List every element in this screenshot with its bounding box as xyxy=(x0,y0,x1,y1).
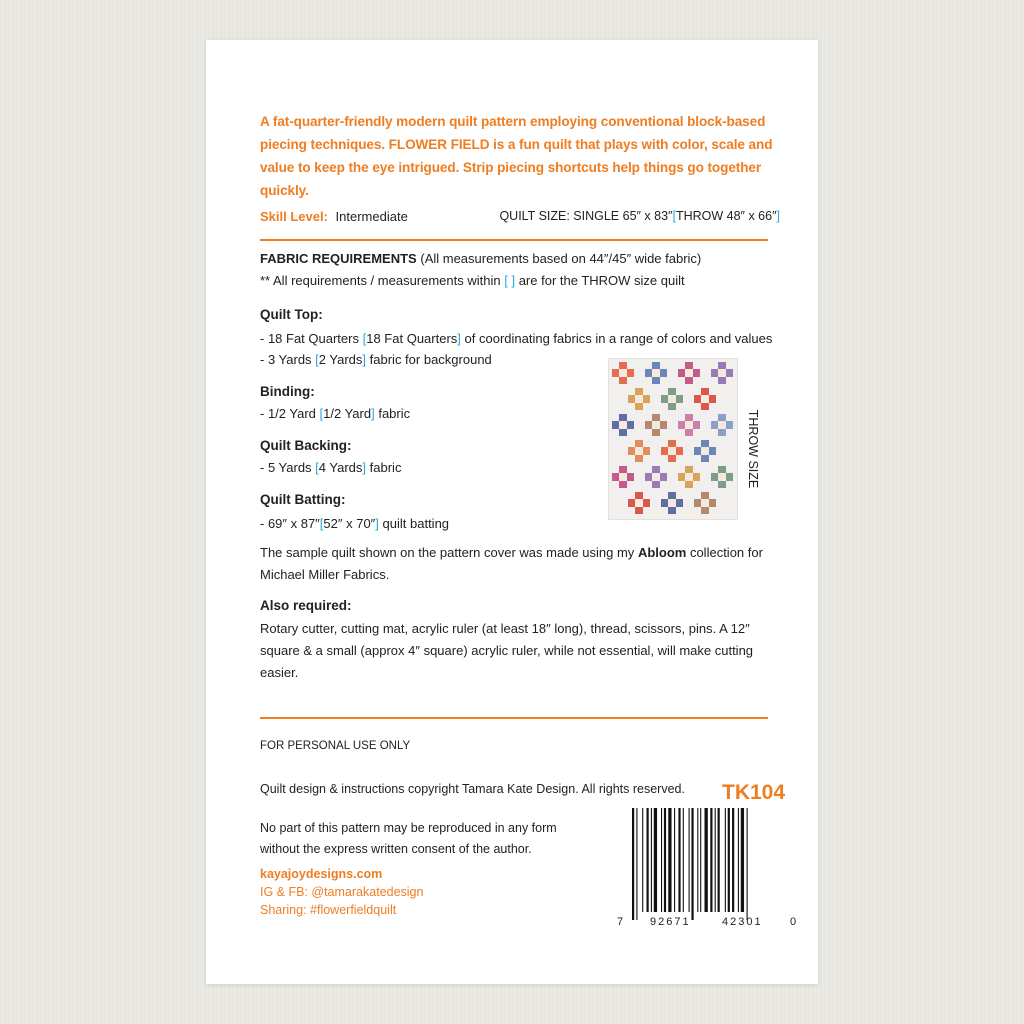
fabric-note: (All measurements based on 44″/45″ wide fabric) xyxy=(420,251,702,266)
barcode-bar xyxy=(651,808,652,912)
quilt-patch xyxy=(661,395,669,403)
barcode-bar xyxy=(654,808,657,912)
barcode-bar xyxy=(642,808,643,912)
quilt-patch xyxy=(661,499,669,507)
copyright-line: Quilt design & instructions copyright Tamara Kate Design. All rights reserved. xyxy=(260,782,685,796)
quilt-patch xyxy=(701,454,709,462)
quilt-patch xyxy=(652,480,660,488)
quilt-patch xyxy=(685,362,693,370)
intro-paragraph: A fat-quarter-friendly modern quilt pattern employing conventional block-based piecing techniques. FLOWER FIELD is a fun quilt that plays with color, scale and value to keep the eye intrigued. Strip piecing shortcuts help things go together quickly. xyxy=(260,114,773,198)
quilt-patch xyxy=(668,499,676,507)
barcode-bar xyxy=(710,808,712,912)
quilt-patch xyxy=(711,421,719,429)
barcode-bar xyxy=(697,808,698,912)
barcode-bar xyxy=(718,808,720,912)
quilt-patch xyxy=(652,369,660,377)
quilt-patch xyxy=(692,421,700,429)
social-handle: IG & FB: @tamarakatedesign xyxy=(260,885,424,899)
also-required-line: Rotary cutter, cutting mat, acrylic ruler (at least 18″ long), thread, scissors, pins. A 12″ xyxy=(260,621,750,636)
quilt-patch xyxy=(635,402,643,410)
quilt-patch xyxy=(668,492,676,500)
backing-text: - 5 Yards xyxy=(260,460,312,475)
quilt-patch xyxy=(685,428,693,436)
throw-size-label: THROW SIZE xyxy=(746,409,760,489)
quilt-patch xyxy=(619,473,627,481)
quilt-patch xyxy=(701,440,709,448)
quilt-patch xyxy=(668,402,676,410)
quilt-patch xyxy=(652,466,660,474)
backing-line xyxy=(260,457,401,479)
barcode-bar xyxy=(715,808,716,912)
quilt-patch xyxy=(711,473,719,481)
skill-level xyxy=(260,209,408,224)
barcode-bar xyxy=(705,808,708,912)
quilt-patch xyxy=(701,506,709,514)
quilt-patch xyxy=(694,447,702,455)
barcode-bar xyxy=(689,808,690,912)
quilt-top-text: of coordinating fabrics in a range of colors and values xyxy=(464,331,773,346)
bracket: ] xyxy=(776,209,780,223)
quilt-top-text: 18 Fat Quarters xyxy=(366,331,458,346)
quilt-patch xyxy=(612,473,620,481)
barcode-bar xyxy=(632,808,634,920)
quilt-patch xyxy=(619,369,627,377)
quilt-patch xyxy=(645,473,653,481)
quilt-image xyxy=(609,359,737,519)
binding-line xyxy=(260,403,410,425)
quilt-patch xyxy=(685,421,693,429)
binding-text: fabric xyxy=(378,406,411,421)
quilt-patch xyxy=(626,369,634,377)
fabric-heading: FABRIC REQUIREMENTS xyxy=(260,251,417,266)
barcode-digits-right: 42301 xyxy=(722,916,763,928)
backing-text: fabric xyxy=(369,460,402,475)
quilt-top-text: fabric for background xyxy=(369,352,492,367)
quilt-top-line-1 xyxy=(260,328,772,350)
quilt-patch xyxy=(645,369,653,377)
barcode-digits-left: 92671 xyxy=(650,916,691,928)
bracket: [ xyxy=(319,516,324,531)
quilt-patch xyxy=(619,376,627,384)
bracket: ] xyxy=(457,331,461,346)
quilt-patch xyxy=(619,421,627,429)
quilt-patch xyxy=(668,388,676,396)
quilt-patch xyxy=(678,369,686,377)
also-required-line: easier. xyxy=(260,665,299,680)
quilt-patch xyxy=(718,362,726,370)
contact-info xyxy=(260,865,423,919)
batting-text: - 69″ x 87″ xyxy=(260,516,320,531)
quilt-patch xyxy=(652,362,660,370)
quilt-patch xyxy=(708,395,716,403)
pattern-code: TK104 xyxy=(722,781,786,804)
barcode-bar xyxy=(668,808,671,912)
quilt-patch xyxy=(652,473,660,481)
quilt-patch xyxy=(635,492,643,500)
quilt-patch xyxy=(725,421,733,429)
quilt-patch xyxy=(659,473,667,481)
quilt-patch xyxy=(628,499,636,507)
barcode-bar xyxy=(700,808,701,912)
quilt-top-text: - 3 Yards xyxy=(260,352,312,367)
throw-note-text: ** All requirements / measurements within xyxy=(260,273,501,288)
quilt-patch xyxy=(635,440,643,448)
quilt-patch xyxy=(635,506,643,514)
batting-text: 52″ x 70″ xyxy=(323,516,376,531)
quilt-patch xyxy=(718,369,726,377)
website-link[interactable]: kayajoydesigns.com xyxy=(260,867,383,881)
quilt-patch xyxy=(652,376,660,384)
quilt-patch xyxy=(675,447,683,455)
quilt-patch xyxy=(708,447,716,455)
barcode-bar xyxy=(738,808,739,912)
barcode-bar xyxy=(747,808,748,920)
quilt-patch xyxy=(652,421,660,429)
batting-text: quilt batting xyxy=(382,516,450,531)
quilt-patch xyxy=(652,428,660,436)
quilt-patch xyxy=(718,421,726,429)
barcode-bar xyxy=(674,808,675,912)
skill-level-label: Skill Level: xyxy=(260,209,328,224)
quilt-patch xyxy=(718,480,726,488)
binding-text: - 1/2 Yard xyxy=(260,406,316,421)
quilt-patch xyxy=(678,421,686,429)
quilt-patch xyxy=(685,376,693,384)
quilt-patch xyxy=(659,421,667,429)
quilt-patch xyxy=(642,447,650,455)
quilt-top-text: 2 Yards xyxy=(318,352,363,367)
quilt-patch xyxy=(668,395,676,403)
quilt-patch xyxy=(685,473,693,481)
also-required-text xyxy=(260,618,790,684)
quilt-size-throw: THROW 48″ x 66″ xyxy=(675,209,777,223)
quilt-patch xyxy=(661,447,669,455)
bracket: ] xyxy=(362,460,367,475)
quilt-patch xyxy=(668,440,676,448)
quilt-patch xyxy=(725,473,733,481)
quilt-patch xyxy=(685,466,693,474)
barcode-digit-first: 7 xyxy=(617,916,624,928)
barcode-bar xyxy=(732,808,734,912)
quilt-top-text: - 18 Fat Quarters xyxy=(260,331,359,346)
quilt-patch xyxy=(725,369,733,377)
quilt-patch xyxy=(718,414,726,422)
quilt-patch xyxy=(619,428,627,436)
quilt-patch xyxy=(628,447,636,455)
bracket: [ xyxy=(315,352,319,367)
quilt-patch xyxy=(708,499,716,507)
backing-text: 4 Yards xyxy=(318,460,363,475)
quilt-patch xyxy=(619,362,627,370)
fabric-requirements xyxy=(260,248,701,270)
quilt-patch xyxy=(652,414,660,422)
quilt-patch xyxy=(685,369,693,377)
quilt-patch xyxy=(678,473,686,481)
quilt-patch xyxy=(692,369,700,377)
barcode-bar xyxy=(741,808,744,912)
barcode-bar xyxy=(636,808,637,920)
sample-text: collection for xyxy=(689,545,763,560)
quilt-size xyxy=(499,209,780,223)
also-required-heading: Also required: xyxy=(260,598,352,613)
legal-notice xyxy=(260,818,557,860)
quilt-patch xyxy=(619,466,627,474)
quilt-patch xyxy=(619,414,627,422)
bracket: [ ] xyxy=(504,273,516,288)
barcode-bar xyxy=(664,808,666,912)
batting-line xyxy=(260,513,449,535)
quilt-top-line-2 xyxy=(260,349,492,371)
skill-level-value: Intermediate xyxy=(335,209,408,224)
quilt-patch xyxy=(642,395,650,403)
quilt-patch xyxy=(701,447,709,455)
quilt-patch xyxy=(612,369,620,377)
throw-note-text: are for the THROW size quilt xyxy=(518,273,685,288)
quilt-patch xyxy=(642,499,650,507)
quilt-patch xyxy=(628,395,636,403)
bracket: [ xyxy=(362,331,367,346)
quilt-patch xyxy=(718,466,726,474)
quilt-patch xyxy=(635,447,643,455)
barcode-bar xyxy=(683,808,684,912)
barcode-bar xyxy=(691,808,693,920)
quilt-patch xyxy=(619,480,627,488)
quilt-patch xyxy=(668,447,676,455)
quilt-patch xyxy=(685,414,693,422)
bracket: [ xyxy=(672,209,676,223)
quilt-patch xyxy=(635,454,643,462)
quilt-patch xyxy=(612,421,620,429)
quilt-patch xyxy=(718,473,726,481)
legal-line: No part of this pattern may be reproduced in any form xyxy=(260,821,557,835)
quilt-patch xyxy=(668,454,676,462)
quilt-size-single: QUILT SIZE: SINGLE 65″ x 83″ xyxy=(499,209,673,223)
quilt-patch xyxy=(701,499,709,507)
sharing-hashtag: Sharing: #flowerfieldquilt xyxy=(260,903,397,917)
quilt-patch xyxy=(692,473,700,481)
quilt-photo xyxy=(608,358,738,520)
section-divider xyxy=(260,239,768,241)
barcode-bar xyxy=(728,808,730,912)
legal-line: without the express written consent of the author. xyxy=(260,842,532,856)
quilt-patch xyxy=(626,473,634,481)
collection-name: Abloom xyxy=(637,545,687,560)
quilt-patch xyxy=(635,395,643,403)
quilt-patch xyxy=(701,395,709,403)
barcode-bar xyxy=(678,808,680,912)
section-divider xyxy=(260,717,768,719)
quilt-top-heading: Quilt Top: xyxy=(260,307,323,322)
batting-heading: Quilt Batting: xyxy=(260,492,346,507)
barcode-bar xyxy=(725,808,726,912)
barcode-bar xyxy=(661,808,662,912)
barcode-bar xyxy=(647,808,649,912)
sample-text: The sample quilt shown on the pattern cover was made using my xyxy=(260,545,635,560)
quilt-patch xyxy=(675,499,683,507)
quilt-patch xyxy=(718,376,726,384)
throw-note xyxy=(260,270,685,292)
quilt-patch xyxy=(626,421,634,429)
quilt-patch xyxy=(635,388,643,396)
quilt-patch xyxy=(701,388,709,396)
quilt-patch xyxy=(635,499,643,507)
quilt-patch xyxy=(701,492,709,500)
quilt-patch xyxy=(711,369,719,377)
quilt-patch xyxy=(645,421,653,429)
backing-heading: Quilt Backing: xyxy=(260,438,352,453)
quilt-patch xyxy=(694,499,702,507)
pattern-back-card xyxy=(206,40,818,984)
personal-use-note: FOR PERSONAL USE ONLY xyxy=(260,740,411,752)
sample-note xyxy=(260,542,780,586)
bracket: [ xyxy=(319,406,324,421)
binding-heading: Binding: xyxy=(260,384,315,399)
throw-size-label-box xyxy=(742,409,764,492)
bracket: ] xyxy=(362,352,367,367)
bracket: ] xyxy=(371,406,375,421)
barcode-digit-last: 0 xyxy=(790,916,797,928)
quilt-patch xyxy=(701,402,709,410)
sample-text: Michael Miller Fabrics. xyxy=(260,567,390,582)
quilt-patch xyxy=(718,428,726,436)
bracket: ] xyxy=(375,516,379,531)
quilt-patch xyxy=(694,395,702,403)
quilt-patch xyxy=(685,480,693,488)
quilt-patch xyxy=(659,369,667,377)
bracket: [ xyxy=(315,460,319,475)
binding-text: 1/2 Yard xyxy=(323,406,372,421)
quilt-patch xyxy=(668,506,676,514)
barcode xyxy=(630,808,788,920)
also-required-line: square & a small (approx 4″ square) acrylic ruler, while not essential, will make cutting xyxy=(260,643,754,658)
quilt-patch xyxy=(675,395,683,403)
